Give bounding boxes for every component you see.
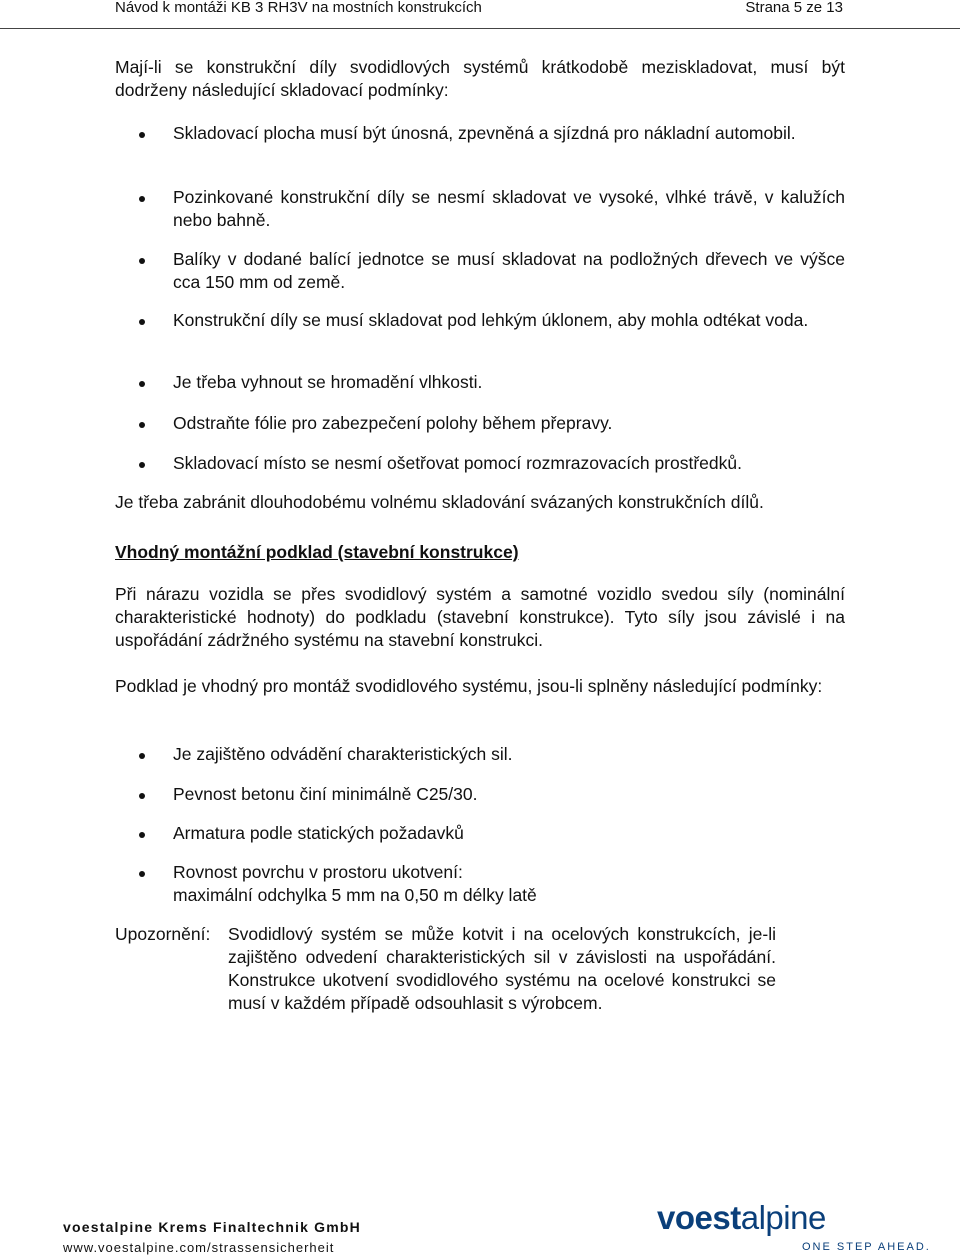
intro-paragraph: Mají-li se konstrukční díly svodidlových systémů krátkodobě meziskladovat, musí být dodrženy následující skladovací podmínky:: [115, 57, 845, 100]
bullet-icon: [139, 871, 145, 877]
section-paragraph: Podklad je vhodný pro montáž svodidlového systému, jsou-li splněny následující podmínky:: [115, 676, 823, 696]
bullet-icon: [139, 832, 145, 838]
logo-part-2: alpine: [740, 1199, 826, 1236]
list-item-detail: maximální odchylka 5 mm na 0,50 m délky latě: [173, 885, 537, 905]
bullet-icon: [139, 319, 145, 325]
warning-label: Upozornění:: [115, 924, 211, 944]
bullet-icon: [139, 793, 145, 799]
list-item-text: Skladovací plocha musí být únosná, zpevněná a sjízdná pro nákladní automobil.: [173, 123, 796, 143]
logo-part-1: voest: [657, 1199, 741, 1236]
footer-url: www.voestalpine.com/strassensicherheit: [63, 1240, 335, 1255]
bullet-icon: [139, 196, 145, 202]
bullet-icon: [139, 381, 145, 387]
voestalpine-logo: [657, 1199, 826, 1237]
list-item-text: Je třeba vyhnout se hromadění vlhkosti.: [173, 372, 483, 392]
storage-note: Je třeba zabránit dlouhodobému volnému skladování svázaných konstrukčních dílů.: [115, 492, 764, 512]
bullet-icon: [139, 462, 145, 468]
page-header: [0, 0, 960, 29]
bullet-icon: [139, 422, 145, 428]
footer-company: voestalpine Krems Finaltechnik GmbH: [63, 1219, 361, 1235]
list-item-text: Odstraňte fólie pro zabezpečení polohy během přepravy.: [173, 413, 613, 433]
bullet-icon: [139, 132, 145, 138]
list-item-text: Rovnost povrchu v prostoru ukotvení:: [173, 862, 463, 882]
list-item-text: Armatura podle statických požadavků: [173, 823, 464, 843]
list-item-text: Pozinkované konstrukční díly se nesmí skladovat ve vysoké, vlhké trávě, v kalužích nebo bahně.: [173, 187, 845, 230]
brand-slogan: ONE STEP AHEAD.: [802, 1241, 931, 1253]
list-item-text: Pevnost betonu činí minimálně C25/30.: [173, 784, 478, 804]
list-item-text: Konstrukční díly se musí skladovat pod lehkým úklonem, aby mohla odtékat voda.: [173, 310, 809, 330]
list-item-text: Balíky v dodané balící jednotce se musí skladovat na podložných dřevech ve výšce cca 150 mm od země.: [173, 249, 845, 292]
bullet-icon: [139, 258, 145, 264]
bullet-icon: [139, 753, 145, 759]
document-title: Návod k montáži KB 3 RH3V na mostních konstrukcích: [115, 0, 482, 16]
warning-text: Svodidlový systém se může kotvit i na ocelových konstrukcích, je-li zajištěno odvedení charakteristických sil v závislosti na uspořádání. Konstrukce ukotvení svodidlového systému na ocelové konstrukci se musí v každém případě odsouhlasit s výrobcem.: [228, 924, 776, 1013]
page-number: Strana 5 ze 13: [745, 0, 843, 16]
list-item-text: Je zajištěno odvádění charakteristických sil.: [173, 744, 513, 764]
section-heading: Vhodný montážní podklad (stavební konstrukce): [115, 542, 519, 562]
section-paragraph: Při nárazu vozidla se přes svodidlový systém a samotné vozidlo svedou síly (nominální charakteristické hodnoty) do podkladu (stavební konstrukce). Tyto síly jsou závislé i na uspořádání zádržného systému na stavební konstrukci.: [115, 584, 845, 650]
list-item-text: Skladovací místo se nesmí ošetřovat pomocí rozmrazovacích prostředků.: [173, 453, 742, 473]
